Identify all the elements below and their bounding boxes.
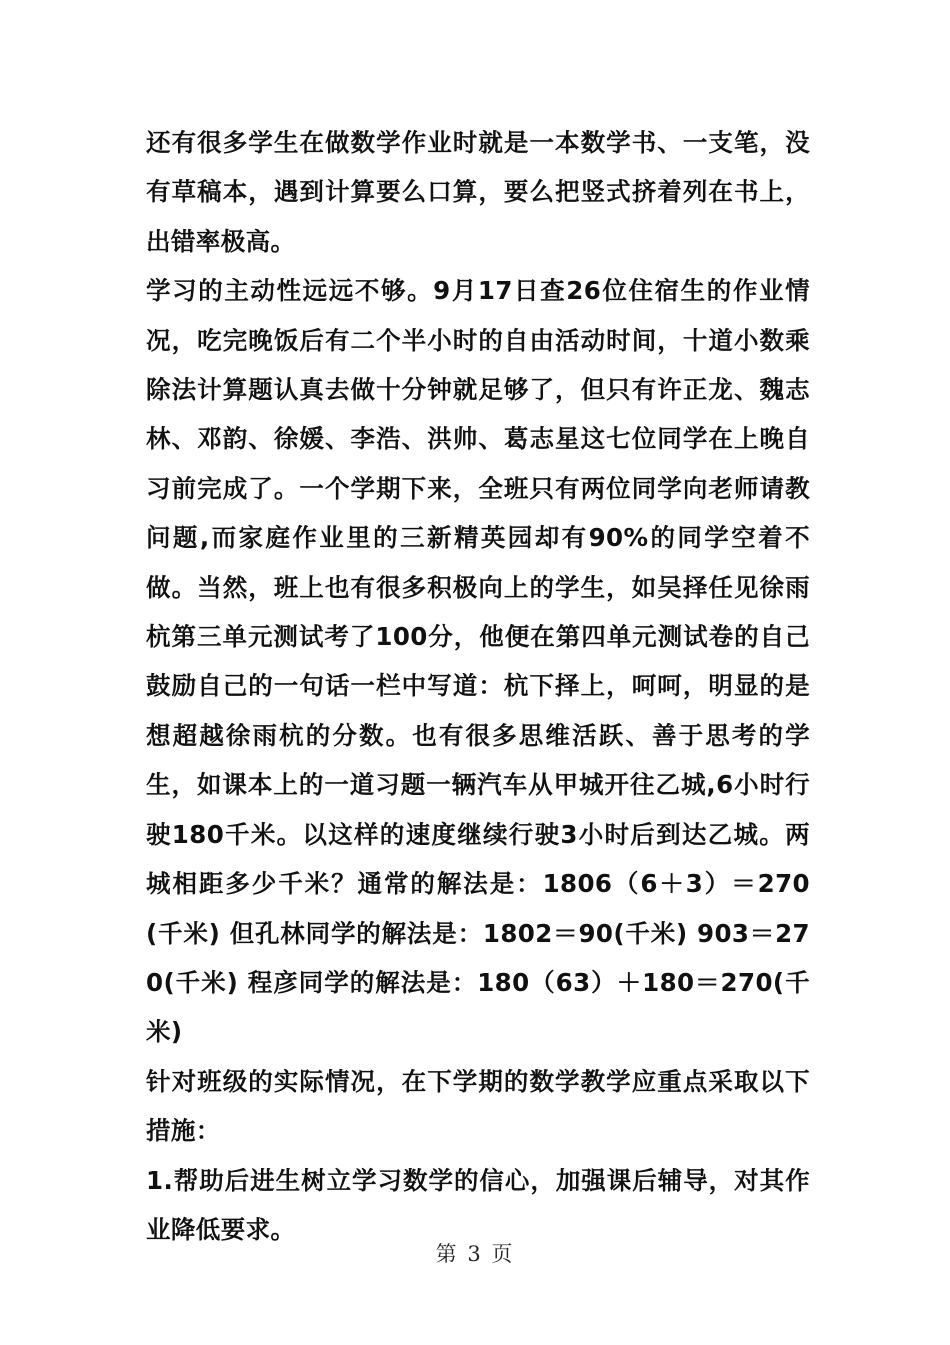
paragraph-homework-habits: 还有很多学生在做数学作业时就是一本数学书、一支笔，没有草稿本，遇到计算要么口算，要么把竖式挤着列在书上，出错率极高。 [146,128,810,256]
paragraph-measures-intro: 针对班级的实际情况，在下学期的数学教学应重点采取以下措施： [146,1066,810,1146]
document-body [146,118,810,1254]
page-number: 第 3 页 [435,1242,515,1266]
paragraph-learning-initiative: 学习的主动性远远不够。9月17日查26位住宿生的作业情况，吃完晚饭后有二个半小时的自由活动时间，十道小数乘除法计算题认真去做十分钟就足够了，但只有许正龙、魏志林、邓韵、徐媛、李浩、洪帅、葛志星这七位同学在上晚自习前完成了。一个学期下来，全班只有两位同学向老师请教问题,而家庭作业里的三新精英园却有90%的同学空着不做。当然，班上也有很多积极向上的学生，如吴择任见徐雨杭第三单元测试考了100分，他便在第四单元测试卷的自己鼓励自己的一句话一栏中写道：杭下择上，呵呵，明显的是想超越徐雨杭的分数。也有很多思维活跃、善于思考的学生，如课本上的一道习题一辆汽车从甲城开往乙城,6小时行驶180千米。以这样的速度继续行驶3小时后到达乙城。两城相距多少千米？通常的解法是：1806（6＋3）＝270(千米) 但孔林同学的解法是：1802＝90(千米) 903＝270(千米) 程彦同学的解法是：180（63）＋180＝270(千米) [146,276,810,1047]
paragraph-measure-1: 1.帮助后进生树立学习数学的信心，加强课后辅导，对其作业降低要求。 [146,1165,810,1244]
